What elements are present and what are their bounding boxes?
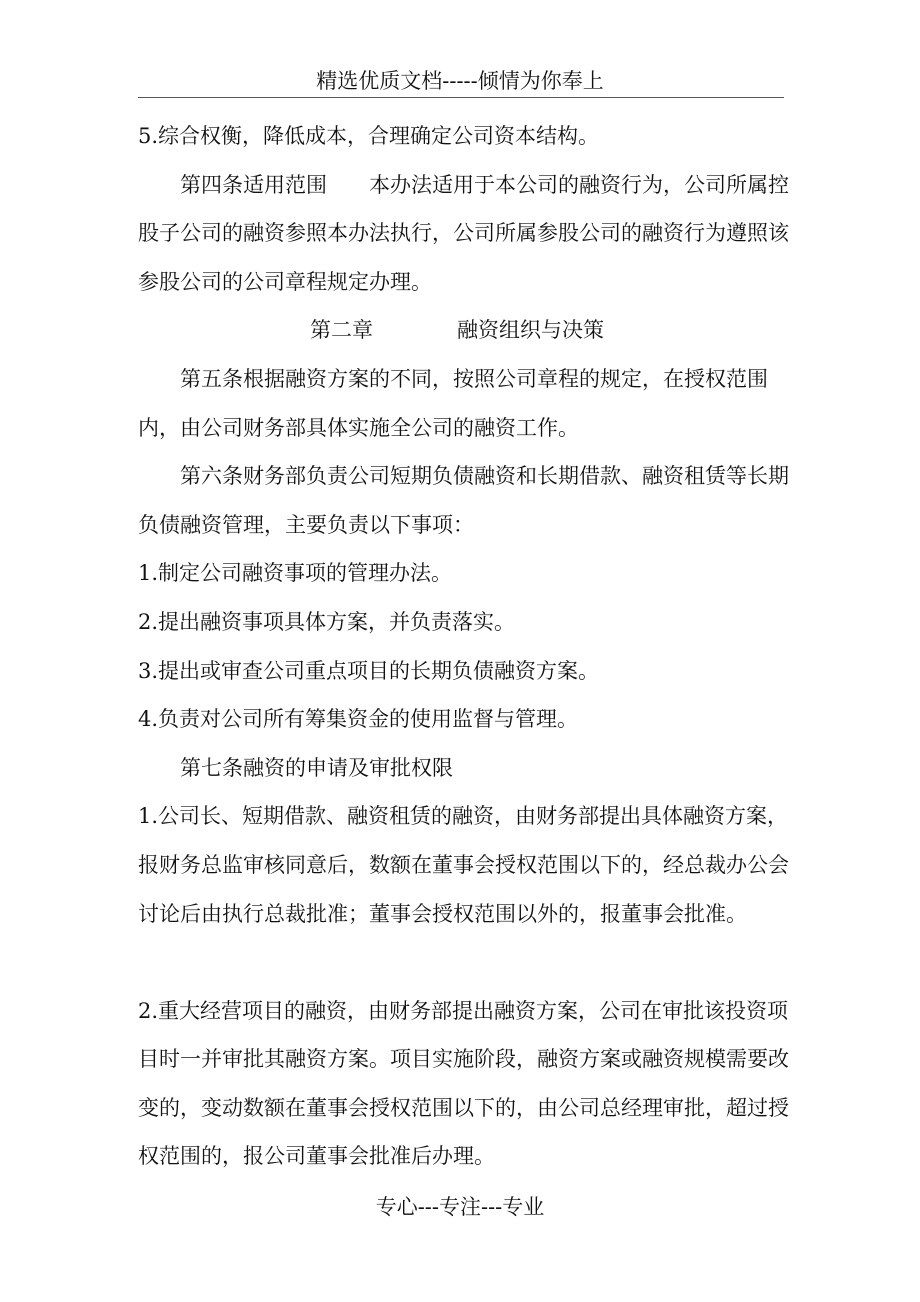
page-footer: 专心---专注---专业: [375, 1195, 545, 1219]
article-7: 第七条融资的申请及审批权限: [180, 755, 453, 780]
header-divider: [138, 97, 784, 98]
article-6-item-4: 4.负责对公司所有筹集资金的使用监督与管理。: [138, 707, 579, 732]
page-header: 精选优质文档-----倾情为你奉上: [316, 69, 604, 93]
article-6-item-3: 3.提出或审查公司重点项目的长期负债融资方案。: [138, 658, 600, 683]
chapter-heading: [138, 306, 798, 355]
article-7-item-1: 1.公司长、短期借款、融资租赁的融资，由财务部提出具体融资方案，报财务总监审核同意后，数额在董事会授权范围以下的，经总裁办公会讨论后由执行总裁批准；董事会授权范围以外的，报董事会批准。: [138, 804, 789, 926]
article-6: 第六条财务部负责公司短期负债融资和长期借款、融资租赁等长期负债融资管理，主要负责以下事项：: [138, 464, 789, 537]
article-6-item-1: 1.制定公司融资事项的管理办法。: [138, 561, 453, 586]
article-4-title: 第四条适用范围: [180, 172, 327, 197]
article-4-body: 本办法适用于本公司的融资行为，公司所属控股子公司的融资参照本办法执行，公司所属参股公司的融资行为遵照该参股公司的公司章程规定办理。: [138, 172, 789, 294]
chapter-number: 第二章: [310, 318, 373, 343]
article-4: [138, 161, 798, 307]
document-body: [138, 112, 798, 1181]
article-6-item-2: 2.提出融资事项具体方案，并负责落实。: [138, 609, 516, 634]
chapter-title: 融资组织与决策: [457, 318, 604, 343]
blank-line: [138, 938, 798, 987]
article-5: 第五条根据融资方案的不同，按照公司章程的规定，在授权范围内，由公司财务部具体实施全公司的融资工作。: [138, 366, 768, 440]
article-7-item-2: 2.重大经营项目的融资，由财务部提出融资方案，公司在审批该投资项目时一并审批其融资方案。项目实施阶段，融资方案或融资规模需要改变的，变动数额在董事会授权范围以下的，由公司总经理审批，超过授权范围的，报公司董事会批准后办理。: [138, 998, 789, 1169]
paragraph-item-5: 5.综合权衡，降低成本，合理确定公司资本结构。: [138, 124, 600, 148]
